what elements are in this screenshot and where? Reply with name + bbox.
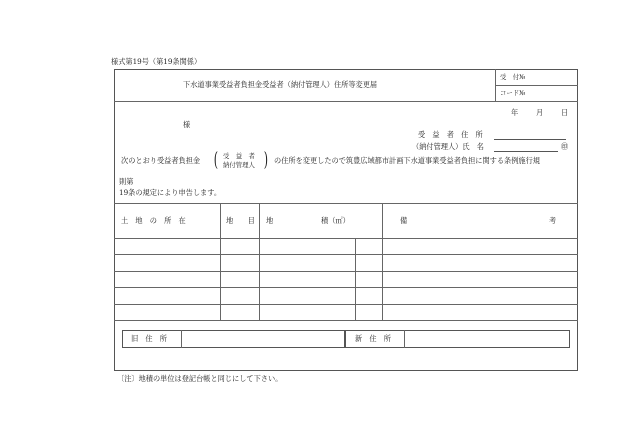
- table-top-line: [114, 203, 578, 204]
- header-location: 土 地 の 所 在: [121, 216, 186, 225]
- new-address-label: 新 住 所: [355, 334, 391, 343]
- header-land-category: 地 目: [226, 216, 255, 225]
- header-remarks-right: 考: [549, 216, 557, 225]
- header-area-left: 地: [266, 216, 274, 225]
- table-col-subdivider: [355, 238, 356, 320]
- applicant-address-line[interactable]: [494, 139, 566, 140]
- date-month: 月: [536, 108, 544, 117]
- date-day: 日: [561, 108, 569, 117]
- table-col-divider: [382, 203, 383, 320]
- new-address-divider: [404, 330, 405, 348]
- body-line-3: 19条の規定により申告します。: [119, 188, 222, 197]
- table-col-divider: [220, 203, 221, 320]
- applicant-address-label: 受 益 者 住 所: [418, 130, 483, 139]
- table-col-divider: [259, 203, 260, 320]
- title-divider: [114, 101, 578, 102]
- header-area-right: 積（㎡）: [321, 216, 350, 225]
- applicant-name-label: （納付管理人）氏 名: [412, 142, 484, 151]
- table-row-line: [114, 304, 578, 305]
- body-prefix: 次のとおり受益者負担金: [121, 156, 201, 165]
- date-year: 年: [511, 108, 519, 117]
- table-row-line: [114, 254, 578, 255]
- addressee-suffix: 様: [183, 120, 191, 129]
- seal-mark: ㊞: [561, 142, 569, 151]
- header-remarks-left: 備: [400, 216, 408, 225]
- body-line-2: 則第: [119, 177, 134, 186]
- table-row-line: [114, 271, 578, 272]
- code-number-label: コード№: [500, 89, 526, 97]
- paren-top-text: 受 益 者: [223, 152, 255, 160]
- table-row-line: [114, 287, 578, 288]
- old-address-label: 旧 住 所: [131, 334, 167, 343]
- left-paren: (: [213, 147, 219, 171]
- old-address-divider: [181, 330, 182, 348]
- applicant-name-line[interactable]: [494, 151, 558, 152]
- paren-bottom-text: 納付管理人: [223, 161, 255, 169]
- receipt-number-label: 受 付№: [500, 73, 526, 81]
- form-title: 下水道事業受益者負担金受益者（納付管理人）住所等変更届: [183, 80, 378, 89]
- table-header-bottom: [114, 238, 578, 239]
- body-suffix: の住所を変更したので筑豊広域都市計画下水道事業受益者負担に関する条例施行規: [274, 156, 540, 165]
- footnote: 〔注〕地積の単位は登記台帳と同じにして下さい。: [117, 374, 283, 383]
- table-bottom-line: [114, 320, 578, 321]
- receipt-row-divider: [495, 85, 578, 86]
- right-paren: ): [263, 147, 269, 171]
- form-number: 様式第19号（第19条関係）: [111, 57, 202, 66]
